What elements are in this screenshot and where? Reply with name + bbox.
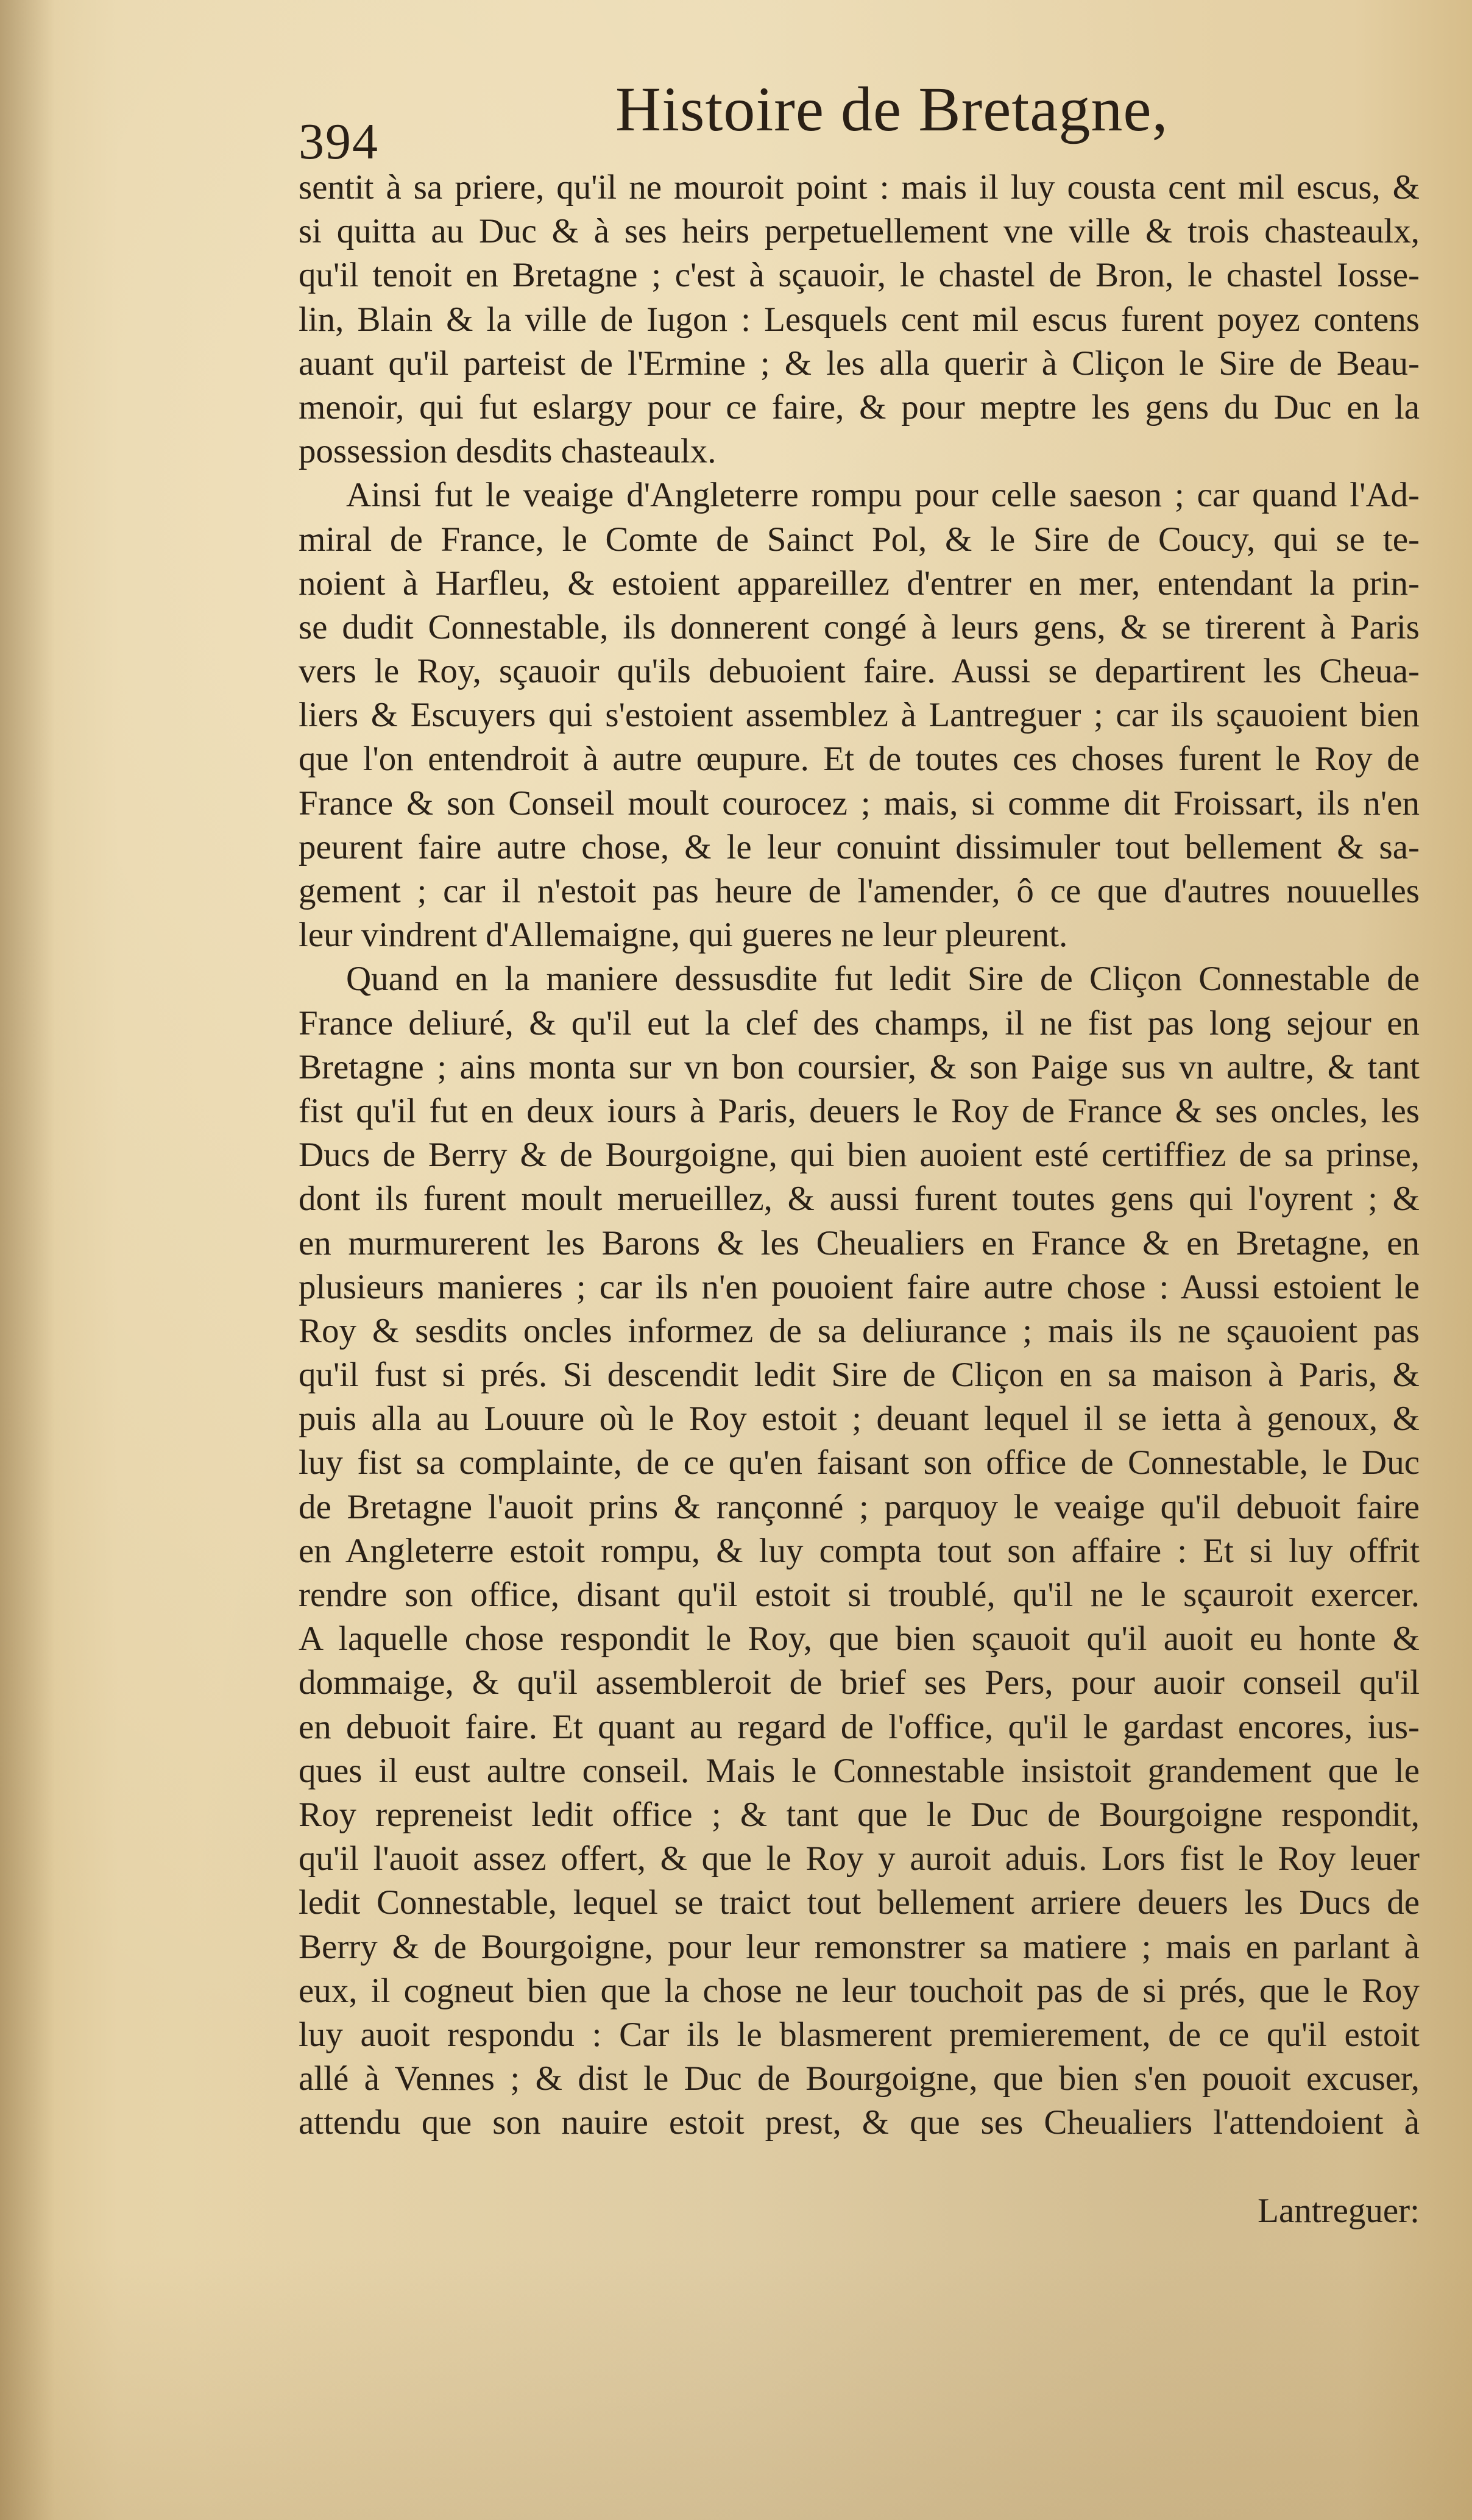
text-line: noient à Harfleu, & estoient appareillez d'entrer en mer, entendant la prin- (299, 564, 1420, 603)
text-line: menoir, qui fut eslargy pour ce faire, & pour meptre les gens du Duc en la (299, 388, 1420, 426)
text-line: fist qu'il fut en deux iours à Paris, deuers le Roy de France & ses oncles, les (299, 1091, 1420, 1130)
page-number: 394 (299, 113, 379, 170)
paper-stain (0, 2254, 1472, 2520)
text-line: gement ; car il n'estoit pas heure de l'amender, ô ce que d'autres nouuelles (299, 872, 1420, 910)
text-line: Ducs de Berry & de Bourgoigne, qui bien auoient esté certiffiez de sa prinse, (299, 1136, 1420, 1175)
text-line: luy auoit respondu : Car ils le blasmerent premierement, de ce qu'il estoit (299, 2015, 1420, 2054)
text-line: possession desdits chasteaulx. (299, 432, 717, 471)
text-line: plusieurs manieres ; car ils n'en pouoient faire autre chose : Aussi estoient le (299, 1267, 1420, 1306)
text-line: qu'il tenoit en Bretagne ; c'est à sçauoir, le chastel de Bron, le chastel Iosse- (299, 256, 1420, 295)
text-line: Roy & sesdits oncles informez de sa deliurance ; mais ils ne sçauoient pas (299, 1311, 1420, 1350)
text-line: Quand en la maniere dessusdite fut ledit Sire de Cliçon Connestable de (346, 960, 1420, 999)
text-line: attendu que son nauire estoit prest, & que ses Cheualiers l'attendoient à (299, 2103, 1420, 2142)
text-line: si quitta au Duc & à ses heirs perpetuellement vne ville & trois chasteaulx, (299, 212, 1420, 251)
text-line: dommaige, & qu'il assembleroit de brief ses Pers, pour auoir conseil qu'il (299, 1663, 1420, 1702)
text-line: auant qu'il parteist de l'Ermine ; & les alla querir à Cliçon le Sire de Beau- (299, 344, 1420, 383)
text-line: luy fist sa complainte, de ce qu'en faisant son office de Connestable, le Duc (299, 1443, 1420, 1482)
text-line: en debuoit faire. Et quant au regard de l'office, qu'il le gardast encores, ius- (299, 1707, 1420, 1746)
text-line: sentit à sa priere, qu'il ne mouroit point : mais il luy cousta cent mil escus, & (299, 168, 1420, 207)
text-line: vers le Roy, sçauoir qu'ils debuoient faire. Aussi se departirent les Cheua- (299, 652, 1420, 691)
text-line: leur vindrent d'Allemaigne, qui gueres ne leur pleurent. (299, 916, 1068, 955)
text-line: puis alla au Louure où le Roy estoit ; deuant lequel il se ietta à genoux, & (299, 1400, 1420, 1439)
text-line: France & son Conseil moult courocez ; mais, si comme dit Froissart, ils n'en (299, 784, 1420, 823)
text-line: ledit Connestable, lequel se traict tout bellement arriere deuers les Ducs de (299, 1883, 1420, 1922)
gutter-shadow (0, 0, 55, 2520)
text-line: de Bretagne l'auoit prins & rançonné ; parquoy le veaige qu'il debuoit faire (299, 1487, 1420, 1526)
text-line: Ainsi fut le veaige d'Angleterre rompu pour celle saeson ; car quand l'Ad- (346, 476, 1420, 515)
text-line: ques il eust aultre conseil. Mais le Connestable insistoit grandement que le (299, 1751, 1420, 1790)
text-line: France deliuré, & qu'il eut la clef des champs, il ne fist pas long sejour en (299, 1003, 1420, 1042)
text-line: dont ils furent moult merueillez, & aussi furent toutes gens qui l'oyrent ; & (299, 1180, 1420, 1219)
page-header (299, 73, 1420, 170)
text-line (299, 2145, 1420, 2189)
text-line: A laquelle chose respondit le Roy, que bien sçauoit qu'il auoit eu honte & (299, 1619, 1420, 1658)
text-line: en murmurerent les Barons & les Cheualiers en France & en Bretagne, en (299, 1223, 1420, 1262)
text-line: rendre son office, disant qu'il estoit si troublé, qu'il ne le sçauroit exercer. (299, 1576, 1420, 1614)
text-line: qu'il fust si prés. Si descendit ledit Sire de Cliçon en sa maison à Paris, & (299, 1356, 1420, 1395)
text-line: se dudit Connestable, ils donnerent congé à leurs gens, & se tirerent à Paris (299, 607, 1420, 646)
text-line: liers & Escuyers qui s'estoient assemblez à Lantreguer ; car ils sçauoient bien (299, 696, 1420, 735)
text-line: que l'on entendroit à autre œupure. Et de toutes ces choses furent le Roy de (299, 740, 1420, 779)
text-line: eux, il cogneut bien que la chose ne leur touchoit pas de si prés, que le Roy (299, 1971, 1420, 2010)
text-line: miral de France, le Comte de Sainct Pol, & le Sire de Coucy, qui se te- (299, 520, 1420, 559)
text-line: peurent faire autre chose, & le leur conuint dissimuler tout bellement & sa- (299, 827, 1420, 866)
text-line: Bretagne ; ains monta sur vn bon coursier, & son Paige sus vn aultre, & tant (299, 1047, 1420, 1086)
text-line: lin, Blain & la ville de Iugon : Lesquels cent mil escus furent poyez contens (299, 300, 1420, 339)
running-title: Histoire de Bretagne, (615, 74, 1169, 144)
body-text (299, 166, 1420, 2233)
text-line: qu'il l'auoit assez offert, & que le Roy y auroit aduis. Lors fist le Roy leuer (299, 1839, 1420, 1878)
text-line: allé à Vennes ; & dist le Duc de Bourgoigne, que bien s'en pouoit excuser, (299, 2059, 1420, 2098)
text-line: Berry & de Bourgoigne, pour leur remonstrer sa matiere ; mais en parlant à (299, 1927, 1420, 1966)
text-line: Roy repreneist ledit office ; & tant que le Duc de Bourgoigne respondit, (299, 1795, 1420, 1834)
text-line: en Angleterre estoit rompu, & luy compta tout son affaire : Et si luy offrit (299, 1531, 1420, 1570)
catchword: Lantreguer: (1258, 2191, 1420, 2230)
